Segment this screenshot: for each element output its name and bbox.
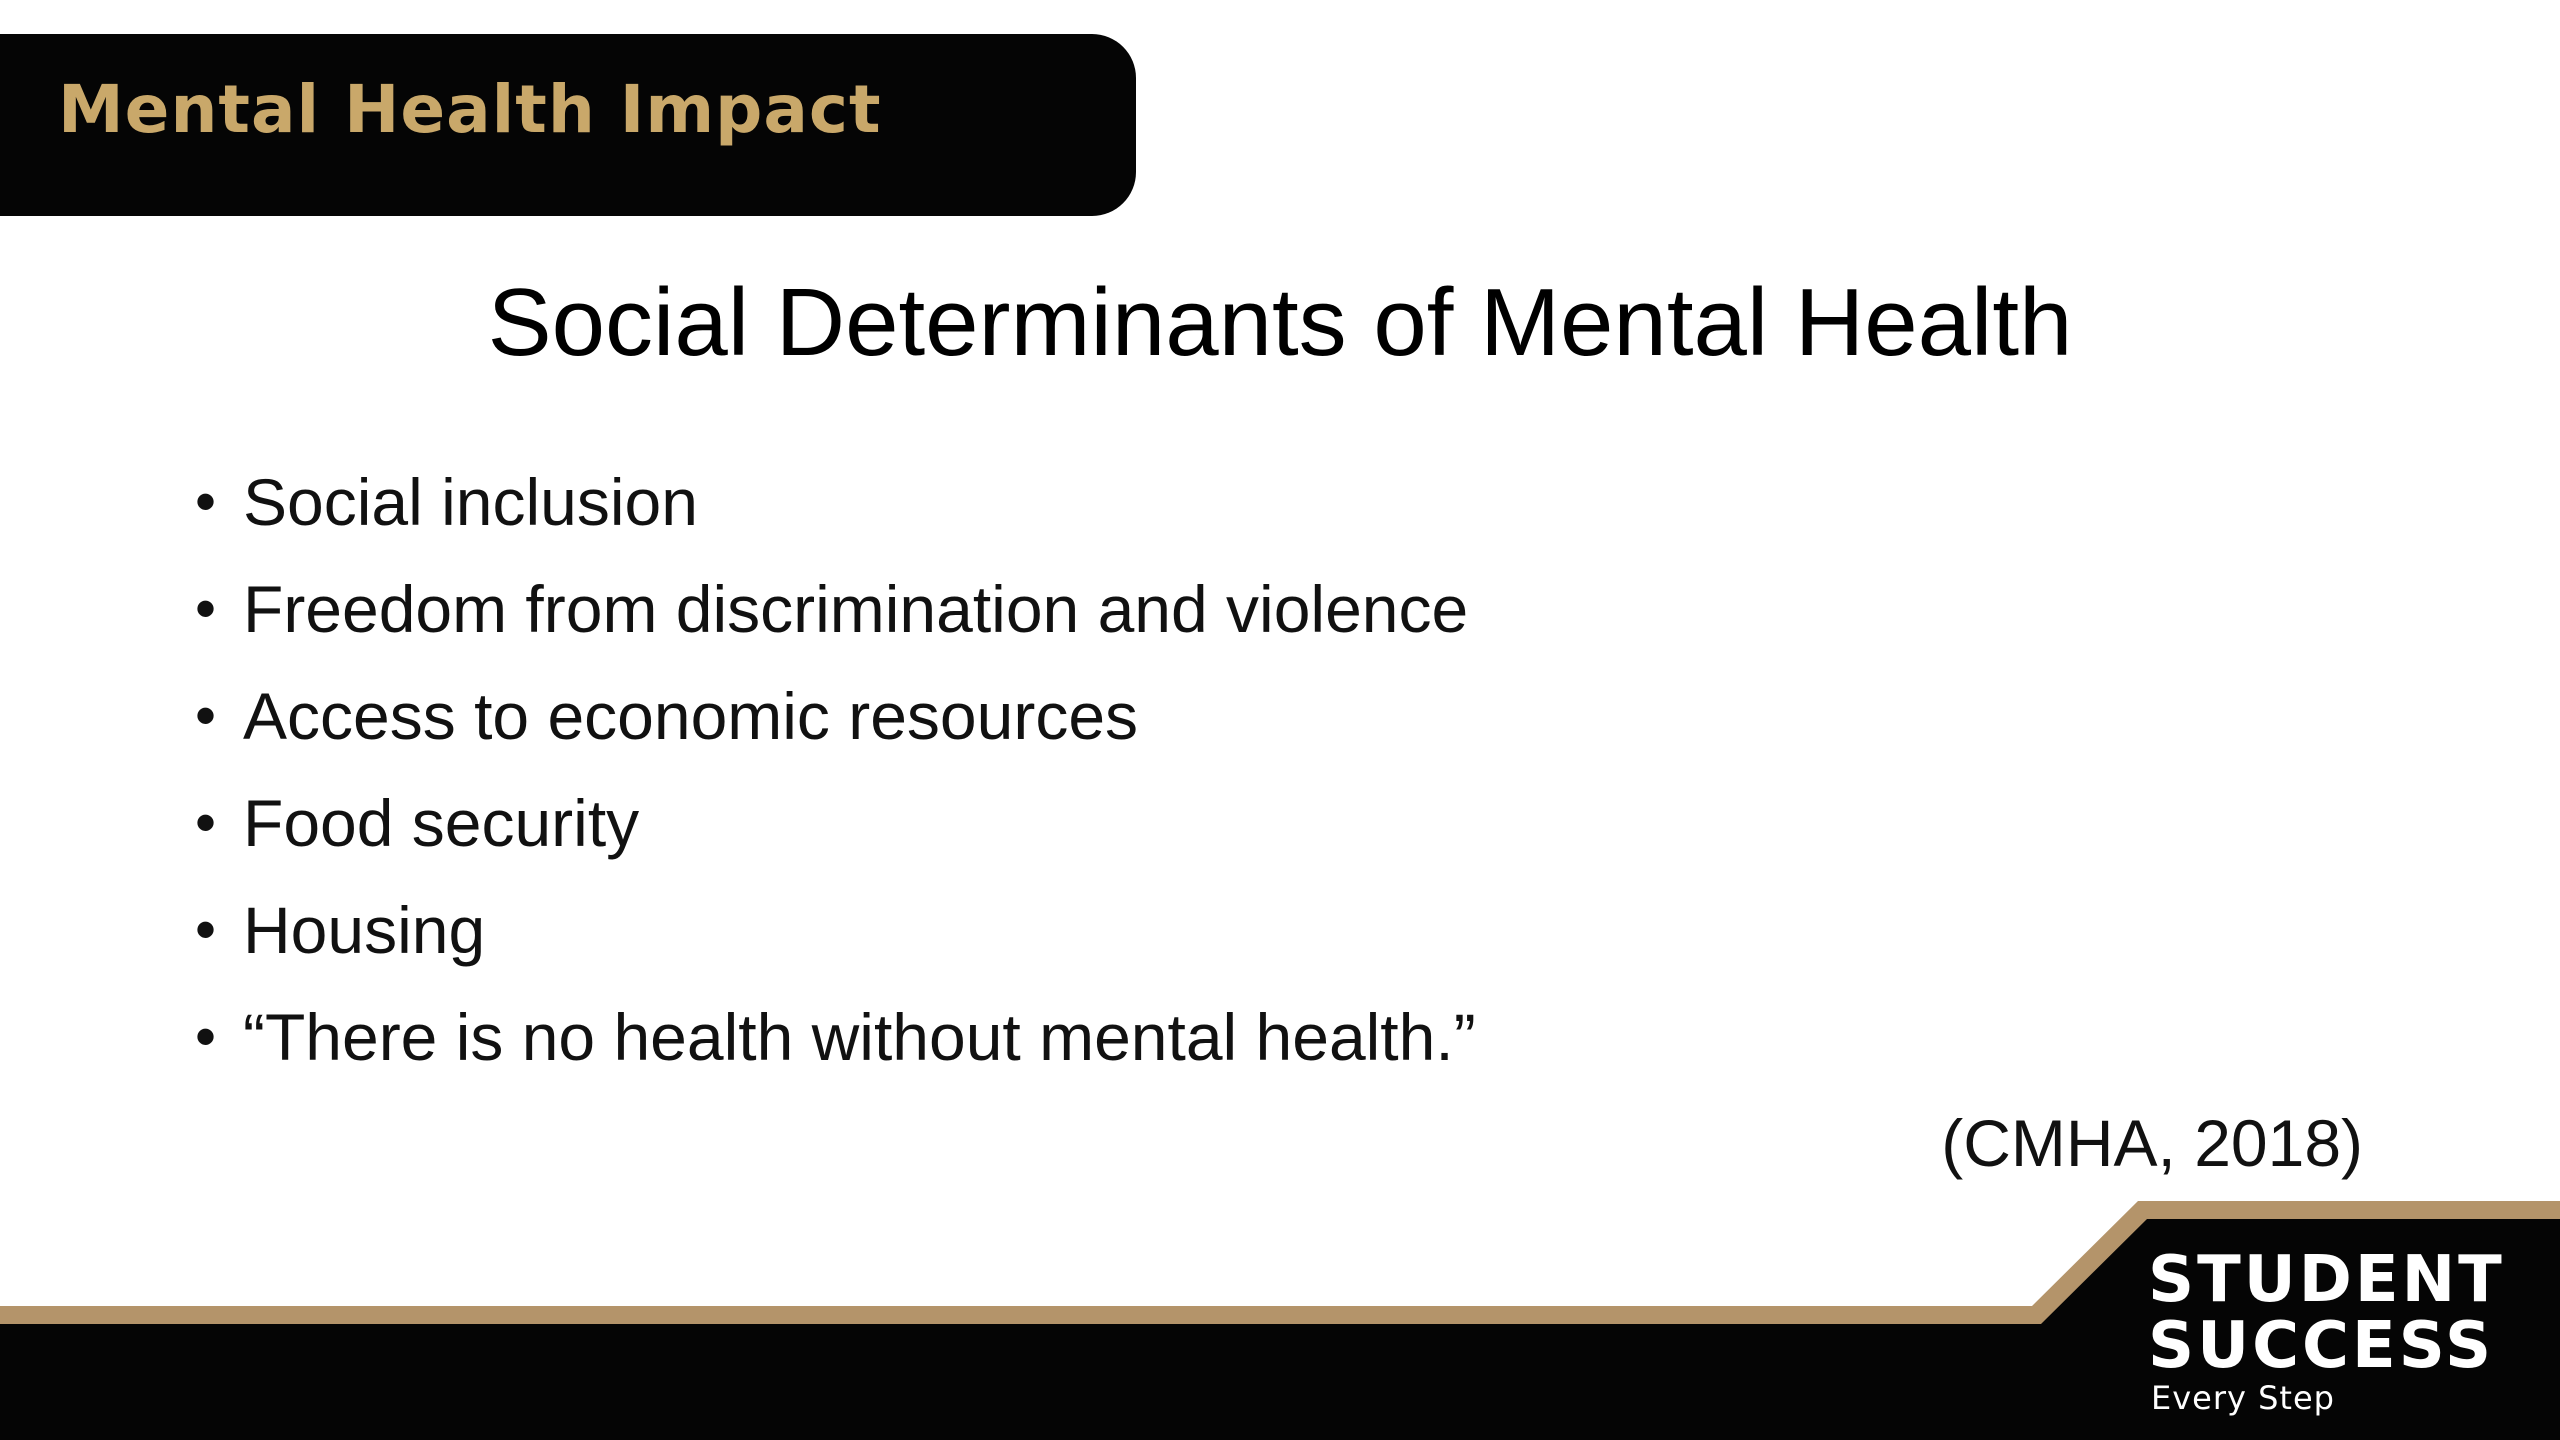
student-success-logo — [2148, 1243, 2505, 1417]
bullet-dot-icon: • — [195, 575, 217, 642]
bullet-dot-icon: • — [195, 1003, 217, 1070]
logo-line-1: STUDENT — [2148, 1243, 2505, 1317]
bullet-text: Housing — [243, 893, 486, 967]
logo-tagline: Every Step — [2151, 1379, 2335, 1417]
slide-title: Social Determinants of Mental Health — [487, 269, 2073, 376]
bullet-text: Freedom from discrimination and violence — [243, 572, 1469, 646]
bullet-dot-icon: • — [195, 789, 217, 856]
header-title: Mental Health Impact — [58, 71, 882, 148]
bullet-dot-icon: • — [195, 896, 217, 963]
bullet-text: Social inclusion — [243, 465, 698, 539]
bullet-text: “There is no health without mental health.” — [243, 1000, 1476, 1074]
logo-line-2: SUCCESS — [2148, 1309, 2495, 1383]
bullet-text: Access to economic resources — [243, 679, 1139, 753]
citation: (CMHA, 2018) — [1941, 1106, 2363, 1180]
bullet-dot-icon: • — [195, 682, 217, 749]
bullet-text: Food security — [243, 786, 640, 860]
bullet-dot-icon: • — [195, 468, 217, 535]
